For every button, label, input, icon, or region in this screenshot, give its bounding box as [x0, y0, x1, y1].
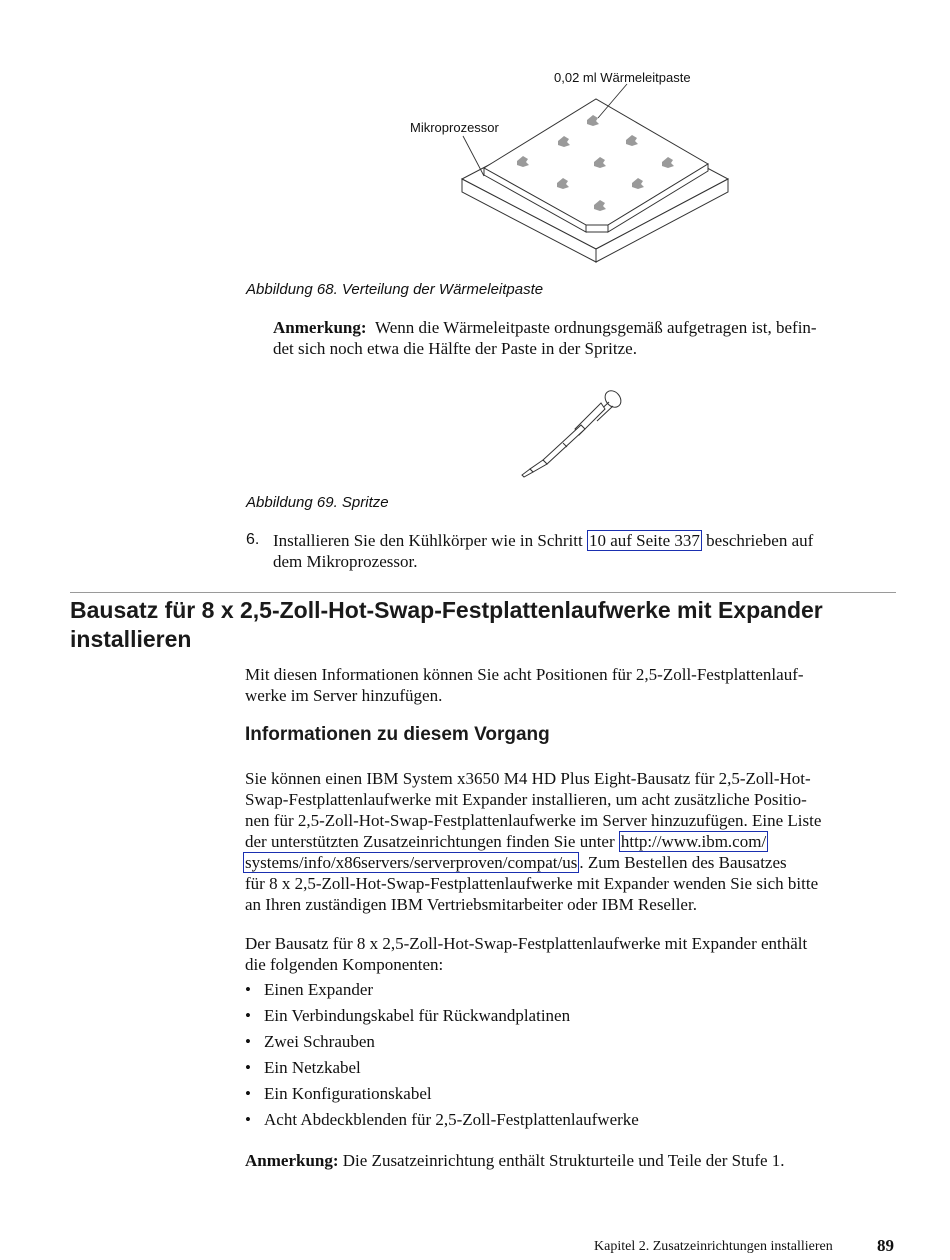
para1-line4: der unterstützten Zusatzeinrichtungen finden Sie unter: [245, 832, 615, 851]
list-item-text: Zwei Schrauben: [264, 1032, 375, 1051]
paragraph-info: [245, 768, 915, 915]
step-text-line2: dem Mikroprozessor.: [273, 552, 418, 571]
footer-chapter: Kapitel 2. Zusatzeinrichtungen installieren: [594, 1239, 833, 1254]
list-item-text: Ein Netzkabel: [264, 1058, 361, 1077]
bullet-icon: •: [245, 1110, 251, 1129]
list-item: [245, 1005, 905, 1031]
label-thermal-paste: 0,02 ml Wärmeleitpaste: [554, 70, 691, 85]
para2-line1: Der Bausatz für 8 x 2,5-Zoll-Hot-Swap-Festplattenlaufwerke mit Expander enthält: [245, 934, 808, 953]
list-item-text: Acht Abdeckblenden für 2,5-Zoll-Festplattenlaufwerke: [264, 1110, 639, 1129]
note-label: Anmerkung:: [245, 1151, 339, 1170]
bullet-icon: •: [245, 1006, 251, 1025]
note-text-line1: Wenn die Wärmeleitpaste ordnungsgemäß aufgetragen ist, befin-: [375, 318, 817, 337]
section-intro: [245, 664, 905, 706]
list-item: [245, 1109, 905, 1135]
para1-line6: für 8 x 2,5-Zoll-Hot-Swap-Festplattenlaufwerke mit Expander wenden Sie sich bitte: [245, 874, 819, 893]
leader-line-cpu: [463, 136, 484, 176]
bullet-icon: •: [245, 1084, 251, 1103]
step-cross-reference-link[interactable]: 10 auf Seite 337: [588, 531, 700, 550]
note-label: Anmerkung:: [273, 318, 367, 337]
intro-line1: Mit diesen Informationen können Sie acht Positionen für 2,5-Zoll-Festplattenlauf-: [245, 665, 804, 684]
bullet-icon: •: [245, 1058, 251, 1077]
subsection-title: Informationen zu diesem Vorgang: [245, 724, 550, 745]
step-number: 6.: [246, 531, 260, 548]
syringe-illustration: [505, 385, 635, 480]
list-item-text: Ein Verbindungskabel für Rückwandplatinen: [264, 1006, 571, 1025]
label-microprocessor: Mikroprozessor: [410, 120, 499, 135]
figure-68-caption: Abbildung 68. Verteilung der Wärmeleitpaste: [246, 281, 544, 298]
note-paste: [273, 317, 903, 359]
para1-line1: Sie können einen IBM System x3650 M4 HD Plus Eight-Bausatz für 2,5-Zoll-Hot-: [245, 769, 811, 788]
para1-line7: an Ihren zuständigen IBM Vertriebsmitarbeiter oder IBM Reseller.: [245, 895, 697, 914]
figure-syringe: [505, 385, 635, 480]
thermal-paste-illustration: [400, 62, 740, 272]
para2-line2: die folgenden Komponenten:: [245, 955, 444, 974]
paragraph-components: [245, 933, 915, 975]
figure-69-caption: Abbildung 69. Spritze: [246, 494, 389, 511]
note-structure-parts: [245, 1150, 915, 1171]
intro-line2: werke im Server hinzufügen.: [245, 686, 443, 705]
section-title-line2: installieren: [70, 626, 192, 652]
note-text: Die Zusatzeinrichtung enthält Strukturteile und Teile der Stufe 1.: [342, 1151, 785, 1170]
para1-line5: . Zum Bestellen des Bausatzes: [579, 853, 787, 872]
list-item: [245, 1083, 905, 1109]
para1-line2: Swap-Festplattenlaufwerke mit Expander installieren, um acht zusätzliche Positio-: [245, 790, 807, 809]
section-title: [70, 596, 930, 654]
bullet-icon: •: [245, 1032, 251, 1051]
components-list: [245, 979, 905, 1135]
list-item-text: Ein Konfigurationskabel: [264, 1084, 432, 1103]
list-item: [245, 1057, 905, 1083]
step-text: Installieren Sie den Kühlkörper wie in Schritt: [273, 531, 583, 550]
section-title-line1: Bausatz für 8 x 2,5-Zoll-Hot-Swap-Festplattenlaufwerke mit Expander: [70, 597, 823, 623]
figure-thermal-paste-diagram: [400, 62, 740, 272]
serverproven-link-part2[interactable]: systems/info/x86servers/serverproven/compat/us: [245, 853, 578, 872]
section-divider: [70, 592, 896, 593]
list-item: [245, 1031, 905, 1057]
step-text-after: beschrieben auf: [706, 531, 814, 550]
list-item-text: Einen Expander: [264, 980, 374, 999]
note-text-line2: det sich noch etwa die Hälfte der Paste in der Spritze.: [273, 339, 637, 358]
serverproven-link-part1[interactable]: http://www.ibm.com/: [620, 832, 767, 851]
page-number: 89: [877, 1236, 894, 1255]
step-6: [273, 530, 913, 572]
bullet-icon: •: [245, 980, 251, 999]
para1-line3: nen für 2,5-Zoll-Hot-Swap-Festplattenlaufwerke im Server hinzuzufügen. Eine Liste: [245, 811, 822, 830]
list-item: [245, 979, 905, 1005]
